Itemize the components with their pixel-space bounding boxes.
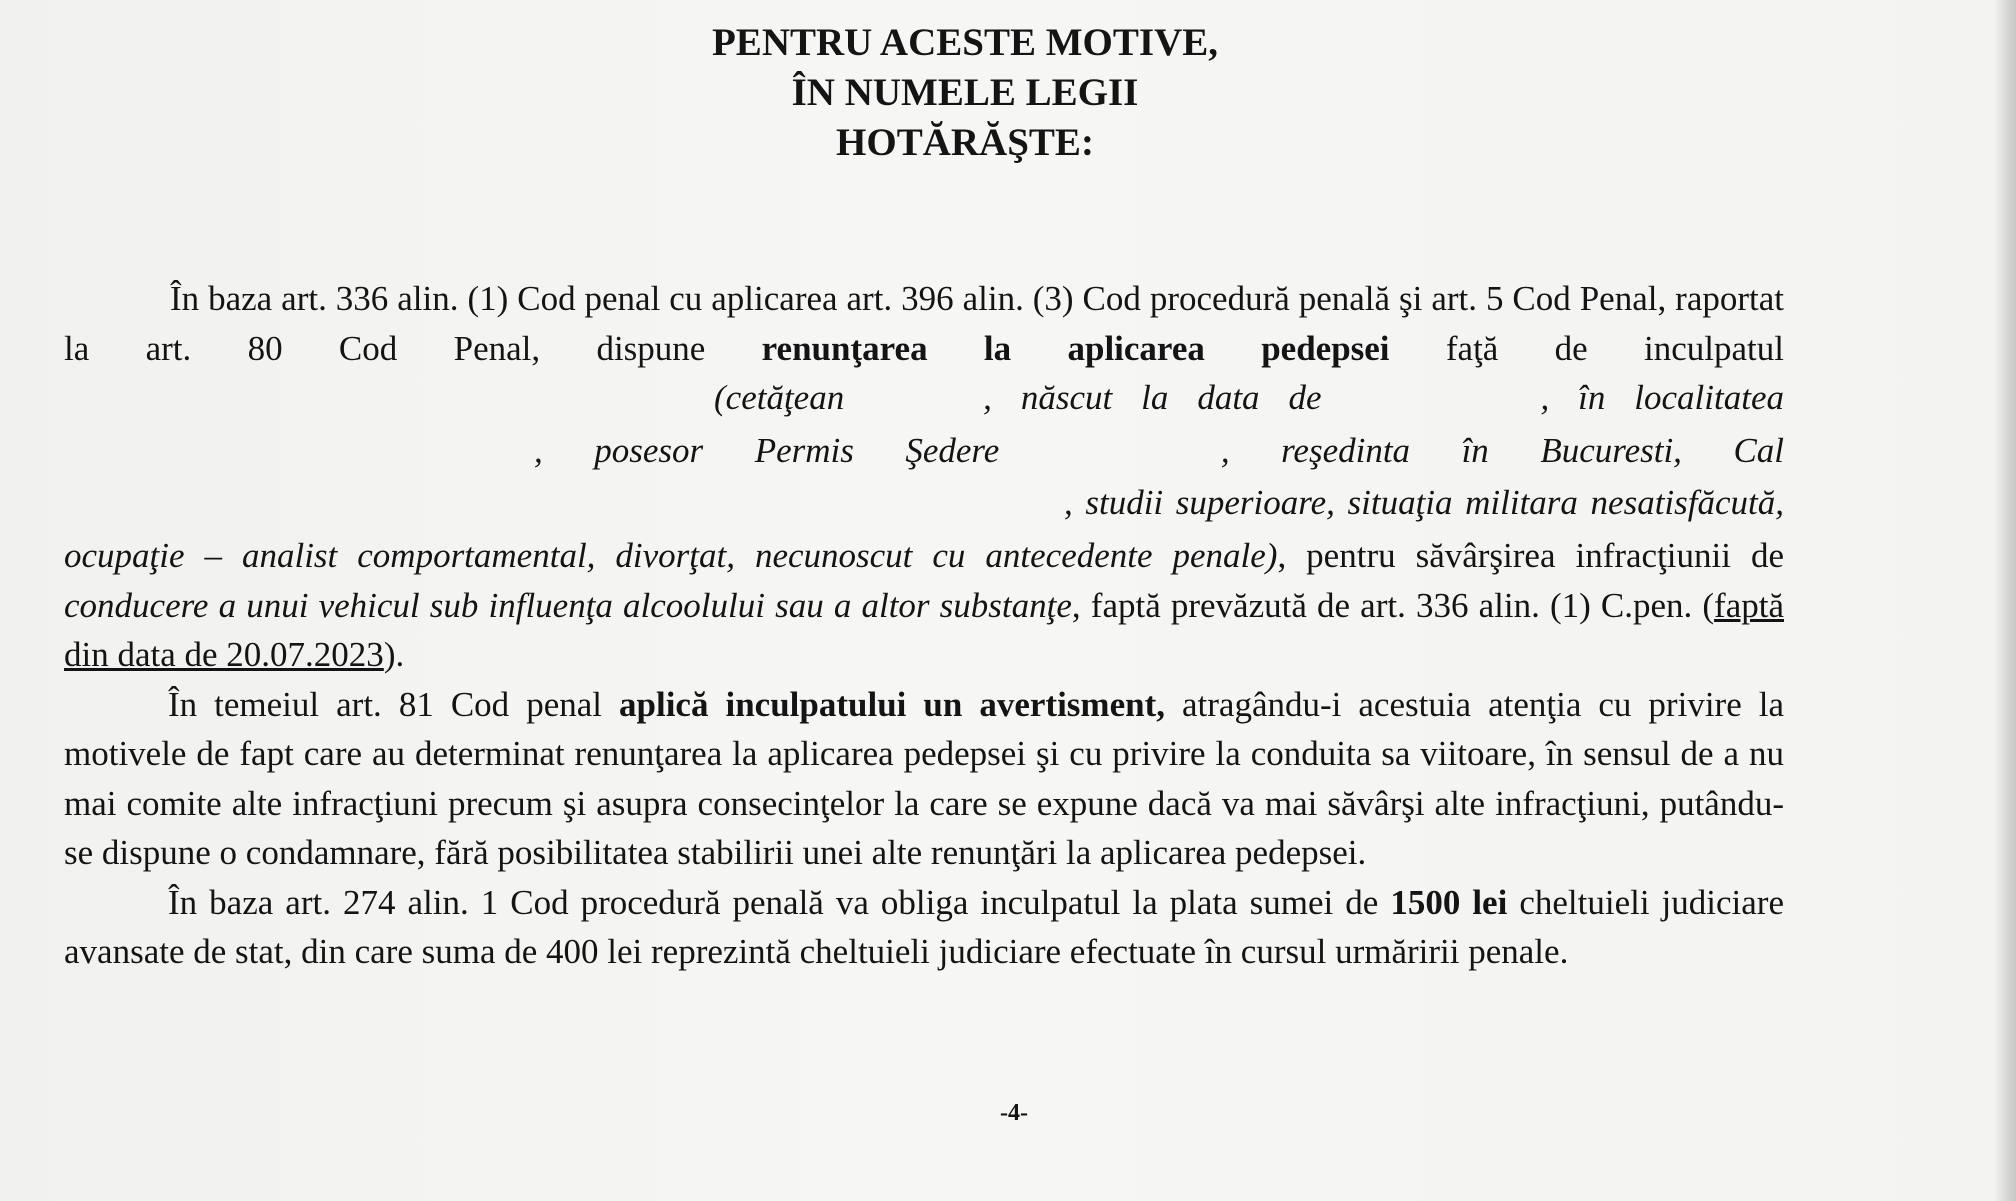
heading-line-2: ÎN NUMELE LEGII	[791, 71, 1139, 114]
heading-line-1: PENTRU ACESTE MOTIVE,	[711, 21, 1218, 64]
p1-bold-waiver: renunţarea la aplicarea pedepsei	[761, 328, 1390, 368]
redacted-citizenship	[873, 376, 983, 426]
paragraph-court-costs	[64, 878, 1784, 977]
p1-text-3: , faptă prevăzută de art. 336 alin. (1) C.pen. (	[1071, 585, 1715, 625]
ruling-body	[64, 274, 1784, 977]
p1-italic-open: (cetăţean	[714, 378, 874, 417]
p1-intro: În baza art. 336 alin. (1) Cod penal cu aplicarea art. 396 alin. (3) Cod procedură penală şi art. 5 Cod Penal, raportat la art. 80 Cod Penal, dispune	[64, 279, 1784, 368]
heading-line-3: HOTĂRĂŞTE:	[836, 121, 1094, 164]
p1-italic-residence: , reşedinta în Bucuresti, Cal	[1220, 430, 1785, 470]
ruling-heading	[0, 18, 1930, 168]
p1-italic-permit: , posesor Permis Şedere	[534, 430, 1051, 470]
p1-italic-rest: , studii superioare, situaţia militara nesatisfăcută, ocupaţie – analist comportamental, divorţat, necunoscut cu antecedente penale)	[64, 483, 1784, 576]
p3-rest: cheltuieli judiciare avansate de stat, din care suma de 400 lei reprezintă cheltuieli judiciare efectuate în cursul urmăririi penale.	[64, 882, 1784, 972]
p1-offense: conducere a unui vehicul sub influenţa alcoolului sau a altor substanţe	[64, 585, 1072, 625]
p3-bold-amount: 1500 lei	[1390, 882, 1508, 922]
redacted-name	[64, 376, 714, 426]
redacted-birthplace	[64, 429, 534, 479]
p2-bold-warning: aplică inculpatului un avertisment,	[619, 684, 1165, 724]
paragraph-waiver-of-penalty	[64, 274, 1784, 680]
paragraph-warning	[64, 680, 1784, 878]
p3-intro: În baza art. 274 alin. 1 Cod procedură penală va obliga inculpatul la plata sumei de	[168, 882, 1391, 922]
p1-italic-in: , în localitatea	[1540, 378, 1784, 417]
redacted-address	[64, 482, 1064, 532]
page-number: -4-	[1000, 1100, 1028, 1126]
redacted-birth-date	[1350, 376, 1540, 426]
p1-end: ).	[383, 635, 405, 675]
p1-italic-born: , născut la data de	[983, 378, 1351, 417]
p2-rest: atragându-i acestuia atenţia cu privire la motivele de fapt care au determinat renunţarea la aplicarea pedepsei şi cu privire la conduita sa viitoare, în sensul de a nu mai comite alte infracţiuni precum şi asupra consecinţelor la care se expune dacă va mai săvârşi alte infracţiuni, putându-se dispune o condamnare, fără posibilitatea stabilirii unei alte renunţări la aplicarea pedepsei.	[64, 684, 1784, 873]
p2-intro: În temeiul art. 81 Cod penal	[168, 684, 620, 724]
redacted-permit-number	[1051, 429, 1221, 479]
p1-offense-date: faptă din data de 20.07.2023	[64, 585, 1784, 675]
p1-text-2: , pentru săvârşirea infracţiunii de	[1277, 536, 1784, 576]
page-edge-shadow	[1994, 0, 2016, 1201]
p1-after-bold: faţă de inculpatul	[1389, 328, 1784, 368]
